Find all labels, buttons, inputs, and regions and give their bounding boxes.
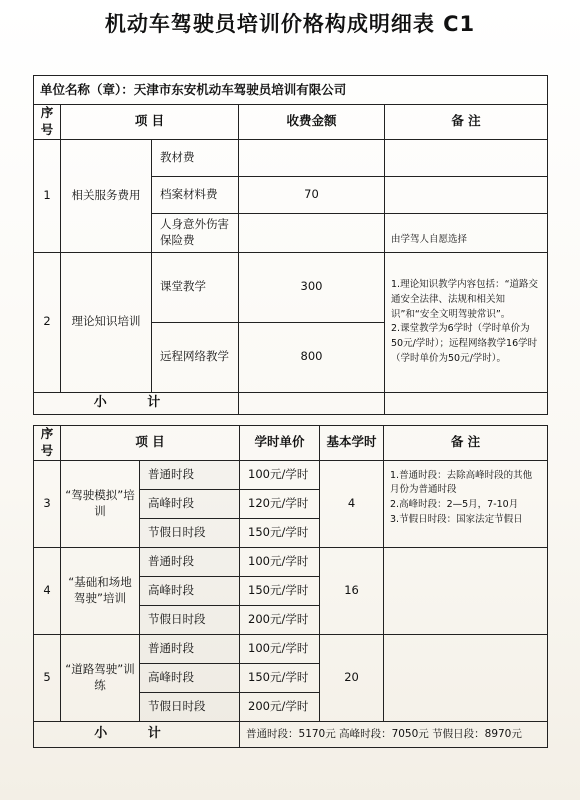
fee-cell [239,139,385,176]
group-name: “基础和场地驾驶”培训 [61,547,140,634]
header-note: 备 注 [384,426,548,461]
unit-cell [34,76,548,105]
item-cell: 远程网络教学 [152,322,239,392]
header-row [34,105,548,140]
header-fee: 收费金额 [239,105,385,140]
price-cell: 100元/学时 [240,547,320,576]
header-item: 项 目 [61,105,239,140]
table-row [34,139,548,176]
item-cell: 教材费 [152,139,239,176]
period-cell: 普通时段 [140,634,240,663]
table-row [34,460,548,489]
period-cell: 节假日时段 [140,518,240,547]
period-cell: 普通时段 [140,547,240,576]
seq-cell: 4 [34,547,61,634]
item-cell: 档案材料费 [152,176,239,213]
seq-cell: 2 [34,252,61,392]
seq-cell: 5 [34,634,61,721]
note-cell-empty [384,547,548,634]
table-row [34,547,548,576]
note-cell: 由学驾人自愿选择 [385,213,548,252]
unit-label: 单位名称（章）： [40,81,134,97]
hours-cell: 20 [320,634,384,721]
price-cell: 150元/学时 [240,518,320,547]
item-cell: 课堂教学 [152,252,239,322]
seq-cell: 3 [34,460,61,547]
subtotal-row [34,392,548,414]
price-cell: 100元/学时 [240,634,320,663]
group-name: 理论知识培训 [61,252,152,392]
period-cell: 节假日时段 [140,605,240,634]
note-cell [385,139,548,176]
note-line: 2.课堂教学为6学时（学时单价为50元/学时）；远程网络教学16学时（学时单价为50元/学时）。 [391,323,538,364]
header-seq: 序号 [34,426,61,461]
fee-cell: 70 [239,176,385,213]
group-name: “驾驶模拟”培训 [61,460,140,547]
group-name: “道路驾驶”训练 [61,634,140,721]
note-cell-empty [384,634,548,721]
subtotal-note [385,392,548,414]
period-cell: 高峰时段 [140,663,240,692]
group-name: 相关服务费用 [61,139,152,252]
note-cell [385,252,548,392]
subtotal-totals: 普通时段：5170元 高峰时段：7050元 节假日段：8970元 [240,721,548,747]
fee-cell: 300 [239,252,385,322]
period-cell: 节假日时段 [140,692,240,721]
subtotal-label: 小 计 [34,721,240,747]
price-cell: 120元/学时 [240,489,320,518]
header-seq: 序号 [34,105,61,140]
hours-cell: 4 [320,460,384,547]
header-hours: 基本学时 [320,426,384,461]
header-row [34,426,548,461]
header-price: 学时单价 [240,426,320,461]
subtotal-row [34,721,548,747]
fee-cell: 800 [239,322,385,392]
header-note: 备 注 [385,105,548,140]
price-cell: 100元/学时 [240,460,320,489]
subtotal-label: 小 计 [34,392,239,414]
note-line: 3.节假日时段：国家法定节假日 [390,513,523,525]
period-cell: 高峰时段 [140,576,240,605]
price-cell: 150元/学时 [240,663,320,692]
fee-table-part1 [33,75,548,415]
fee-cell [239,213,385,252]
period-cell: 普通时段 [140,460,240,489]
header-item: 项 目 [61,426,240,461]
hours-cell: 16 [320,547,384,634]
table-row [34,634,548,663]
price-cell: 200元/学时 [240,692,320,721]
period-cell: 高峰时段 [140,489,240,518]
note-line: 1.理论知识教学内容包括：“道路交通安全法律、法规和相关知识”和“安全文明驾驶常识”。 [391,279,538,320]
table-row [34,252,548,322]
item-cell: 人身意外伤害保险费 [152,213,239,252]
fee-table-part2 [33,425,548,748]
note-line: 2.高峰时段：2—5月，7-10月 [390,499,519,511]
subtotal-value [239,392,385,414]
seq-cell: 1 [34,139,61,252]
unit-row [34,76,548,105]
price-cell: 150元/学时 [240,576,320,605]
note-line: 1.普通时段：去除高峰时段的其他月份为普通时段 [390,469,533,496]
price-cell: 200元/学时 [240,605,320,634]
page-title: 机动车驾驶员培训价格构成明细表 C1 [104,12,476,36]
unit-name: 天津市东安机动车驾驶员培训有限公司 [133,81,347,97]
note-cell [385,176,548,213]
note-cell [384,460,548,547]
